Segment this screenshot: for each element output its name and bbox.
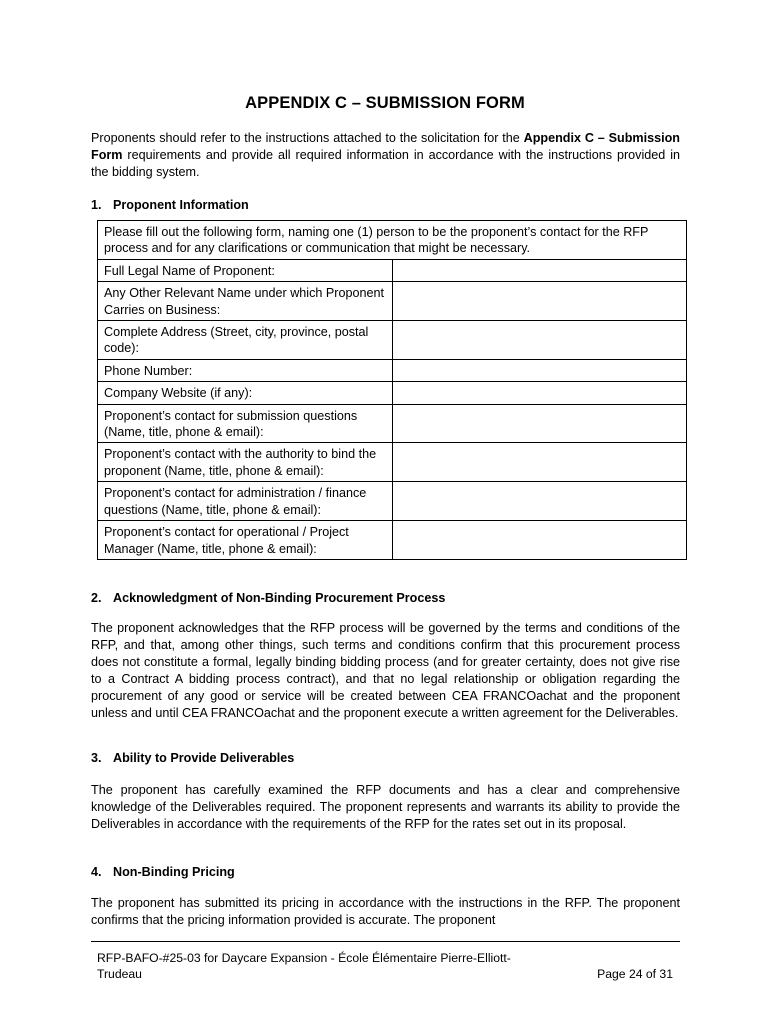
submission-contact-field[interactable] bbox=[392, 404, 686, 443]
field-label: Company Website (if any): bbox=[98, 382, 393, 404]
footer-page-number: Page 24 of 31 bbox=[597, 967, 673, 981]
field-label: Proponent’s contact for administration / finance questions (Name, title, phone & email): bbox=[98, 482, 393, 521]
phone-field[interactable] bbox=[392, 359, 686, 381]
section-2-number: 2. bbox=[91, 591, 102, 605]
section-1-heading bbox=[91, 197, 249, 213]
field-label: Proponent’s contact for submission questions (Name, title, phone & email): bbox=[98, 404, 393, 443]
intro-text-before: Proponents should refer to the instructions attached to the solicitation for the bbox=[91, 131, 524, 145]
section-2-heading bbox=[91, 590, 445, 606]
intro-paragraph bbox=[91, 130, 680, 181]
section-3-heading bbox=[91, 750, 294, 766]
section-4-title: Non-Binding Pricing bbox=[113, 865, 235, 879]
section-4-number: 4. bbox=[91, 865, 102, 879]
section-2-title: Acknowledgment of Non-Binding Procurement Process bbox=[113, 591, 446, 605]
table-row bbox=[98, 259, 687, 281]
legal-name-field[interactable] bbox=[392, 259, 686, 281]
field-label: Any Other Relevant Name under which Proponent Carries on Business: bbox=[98, 282, 393, 321]
table-instruction: Please fill out the following form, naming one (1) person to be the proponent’s contact for the RFP process and for any clarifications or communication that might be necessary. bbox=[98, 221, 687, 260]
table-row bbox=[98, 404, 687, 443]
section-1-number: 1. bbox=[91, 198, 102, 212]
section-3-title: Ability to Provide Deliverables bbox=[113, 751, 295, 765]
proponent-info-table bbox=[97, 220, 687, 560]
table-row bbox=[98, 321, 687, 360]
footer-document-title: RFP-BAFO-#25-03 for Daycare Expansion - École Élémentaire Pierre-Elliott-Trudeau bbox=[97, 951, 511, 981]
section-2-body: The proponent acknowledges that the RFP process will be governed by the terms and conditions of the RFP, and that, among other things, such terms and conditions confirm that this procurement process does not constitute a formal, legally binding bidding process (and for greater certainty, does not give rise to a Contract A bidding process contract), and that no legal relationship or obligation regarding the procurement of any good or service will be created between CEA FRANCOachat and the proponent unless and until CEA FRANCOachat and the proponent execute a written agreement for the Deliverables. bbox=[91, 621, 680, 720]
website-field[interactable] bbox=[392, 382, 686, 404]
field-label: Complete Address (Street, city, province, postal code): bbox=[98, 321, 393, 360]
admin-contact-field[interactable] bbox=[392, 482, 686, 521]
table-row bbox=[98, 382, 687, 404]
table-row bbox=[98, 443, 687, 482]
page-title: APPENDIX C – SUBMISSION FORM bbox=[245, 94, 525, 112]
section-4-heading bbox=[91, 864, 235, 880]
authority-contact-field[interactable] bbox=[392, 443, 686, 482]
table-row bbox=[98, 282, 687, 321]
section-3-number: 3. bbox=[91, 751, 102, 765]
section-1-title: Proponent Information bbox=[113, 198, 249, 212]
field-label: Proponent’s contact with the authority to bind the proponent (Name, title, phone & email): bbox=[98, 443, 393, 482]
table-row bbox=[98, 221, 687, 260]
table-row bbox=[98, 359, 687, 381]
table-row bbox=[98, 482, 687, 521]
section-4-body: The proponent has submitted its pricing in accordance with the instructions in the RFP. The proponent confirms that the pricing information provided is accurate. The proponent bbox=[91, 896, 680, 927]
other-name-field[interactable] bbox=[392, 282, 686, 321]
field-label: Phone Number: bbox=[98, 359, 393, 381]
intro-text-after: requirements and provide all required information in accordance with the instructions provided in the bidding system. bbox=[91, 147, 680, 179]
footer-divider bbox=[91, 941, 680, 942]
section-3-body: The proponent has carefully examined the RFP documents and has a clear and comprehensive knowledge of the Deliverables required. The proponent represents and warrants its ability to provide the Deliverables in accordance with the requirements of the RFP for the rates set out in its proposal. bbox=[91, 783, 680, 831]
address-field[interactable] bbox=[392, 321, 686, 360]
table-row bbox=[98, 521, 687, 560]
intro-bold-text: Appendix C – Submission Form bbox=[91, 131, 680, 162]
operational-contact-field[interactable] bbox=[392, 521, 686, 560]
field-label: Full Legal Name of Proponent: bbox=[98, 259, 393, 281]
field-label: Proponent’s contact for operational / Project Manager (Name, title, phone & email): bbox=[98, 521, 393, 560]
